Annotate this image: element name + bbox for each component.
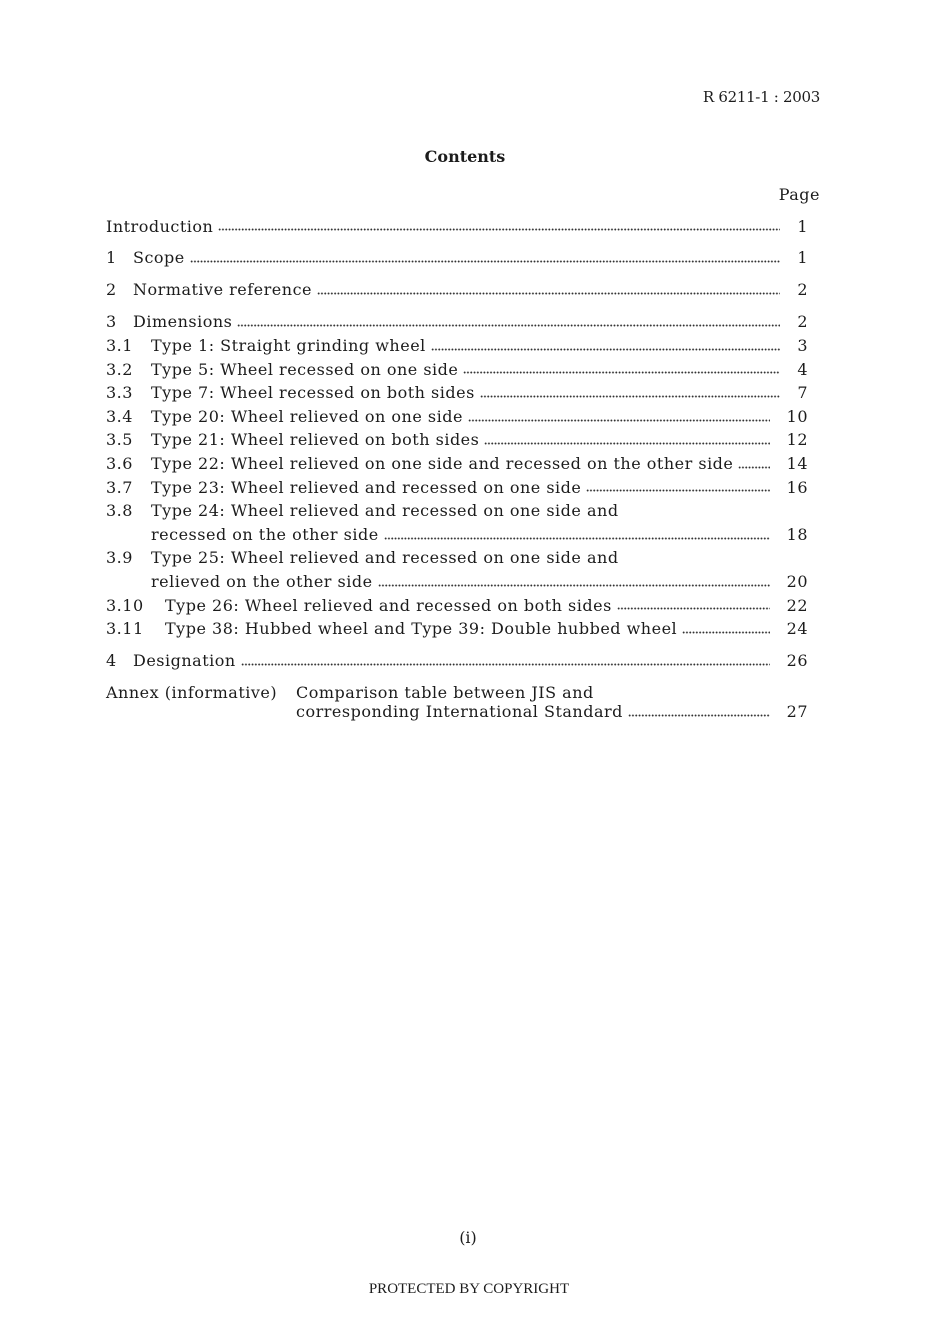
toc-entry-line	[151, 452, 808, 476]
dot-leader	[617, 594, 770, 618]
toc-entry-2-normative-reference	[106, 278, 808, 302]
toc-entry-title: Type 21: Wheel relieved on both sides	[151, 430, 480, 450]
toc-entry-page: 27	[786, 701, 808, 721]
toc-entry-title-line-1: Comparison table between JIS and	[296, 682, 594, 702]
dot-leader	[682, 617, 769, 641]
toc-entry-number: 3.10	[106, 595, 144, 615]
toc-entry-page: 2	[797, 312, 808, 332]
toc-entry-page: 2	[797, 280, 808, 300]
toc-entry-4-designation	[106, 649, 808, 673]
toc-entry-3-6	[106, 452, 808, 476]
toc-entry-number: 3.1	[106, 336, 133, 356]
toc-entry-line	[106, 215, 808, 239]
toc-entry-body	[151, 546, 808, 593]
dot-leader	[484, 428, 769, 452]
toc-entry-title: Type 7: Wheel recessed on both sides	[151, 383, 475, 403]
toc-entry-number: Annex (informative)	[106, 682, 278, 702]
toc-entry-page: 1	[797, 248, 808, 268]
toc-entry-line	[151, 476, 808, 500]
toc-entry-number: 3.5	[106, 430, 133, 450]
toc-entry-page: 20	[786, 571, 808, 591]
toc-entry-page: 14	[786, 454, 808, 474]
toc-entry-3-2	[106, 358, 808, 382]
toc-entry-line	[133, 649, 808, 673]
dot-leader	[468, 405, 770, 429]
toc-entry-title: Type 22: Wheel relieved on one side and recessed on the other side	[151, 454, 734, 474]
toc-entry-line	[296, 702, 808, 721]
toc-entry-title-line-1: Type 24: Wheel relieved and recessed on one side and	[151, 501, 619, 521]
dot-leader	[241, 649, 770, 673]
toc-entry-page: 1	[797, 216, 808, 236]
toc-entry-body	[133, 278, 808, 302]
toc-entry-page: 26	[786, 651, 808, 671]
toc-entry-title-line-1: Type 25: Wheel relieved and recessed on one side and	[151, 548, 619, 568]
toc-entry-number: 3.4	[106, 406, 133, 426]
toc-entry-line	[165, 594, 808, 618]
toc-entry-line	[151, 428, 808, 452]
toc-entry-3-9	[106, 546, 808, 593]
toc-entry-number: 3.11	[106, 619, 144, 639]
dot-leader	[431, 334, 781, 358]
toc-entry-title: Type 20: Wheel relieved on one side	[151, 406, 463, 426]
toc-entry-line	[133, 246, 808, 270]
toc-entry-body	[296, 683, 808, 721]
document-number: R 6211-1 : 2003	[702, 88, 820, 106]
toc-entry-body	[165, 617, 808, 641]
toc-entry-title: Designation	[133, 651, 236, 671]
toc-entry-page: 12	[786, 430, 808, 450]
toc-entry-body	[151, 381, 808, 405]
toc-entry-body	[133, 649, 808, 673]
copyright-notice: PROTECTED BY COPYRIGHT	[368, 1281, 570, 1297]
dot-leader	[190, 246, 781, 270]
toc-entry-number: 1	[106, 248, 117, 268]
dot-leader	[317, 278, 780, 302]
toc-entry-title-line-2: recessed on the other side	[151, 524, 379, 544]
toc-entry-body	[151, 428, 808, 452]
toc-entry-line	[165, 617, 808, 641]
toc-entry-line	[133, 278, 808, 302]
toc-entry-title: Introduction	[106, 216, 214, 236]
toc-entry-page: 4	[797, 359, 808, 379]
toc-entry-body	[151, 405, 808, 429]
dot-leader	[480, 381, 781, 405]
dot-leader	[586, 476, 769, 500]
toc-entry-line	[151, 358, 808, 382]
toc-entry-3-11	[106, 617, 808, 641]
toc-entry-1-scope	[106, 246, 808, 270]
toc-entry-line	[151, 570, 808, 594]
toc-entry-number: 3.8	[106, 501, 133, 521]
toc-entry-number: 3.9	[106, 548, 133, 568]
toc-entry-3-1	[106, 334, 808, 358]
toc-entry-page: 10	[786, 406, 808, 426]
toc-entry-title: Type 26: Wheel relieved and recessed on both sides	[165, 595, 612, 615]
page-number-footer: (i)	[459, 1228, 477, 1247]
toc-entry-line	[151, 334, 808, 358]
table-of-contents	[106, 215, 808, 721]
toc-entry-number: 3.7	[106, 477, 133, 497]
toc-entry-title: Type 23: Wheel relieved and recessed on one side	[151, 477, 582, 497]
toc-entry-3-8	[106, 499, 808, 546]
dot-leader	[378, 570, 770, 594]
toc-entry-body	[133, 246, 808, 270]
toc-entry-title: Type 38: Hubbed wheel and Type 39: Double hubbed wheel	[165, 619, 678, 639]
toc-entry-body	[151, 476, 808, 500]
dot-leader	[237, 310, 780, 334]
toc-entry-page: 18	[786, 524, 808, 544]
toc-entry-number: 3.6	[106, 454, 133, 474]
dot-leader	[463, 358, 780, 382]
page-title: Contents	[424, 147, 506, 166]
toc-entry-body	[151, 452, 808, 476]
toc-entry-page: 16	[786, 477, 808, 497]
dot-leader	[218, 215, 780, 239]
toc-entry-page: 3	[797, 336, 808, 356]
toc-entry-body	[165, 594, 808, 618]
page-column-heading: Page	[778, 185, 820, 204]
toc-entry-number: 3	[106, 312, 117, 332]
toc-entry-3-4	[106, 405, 808, 429]
toc-entry-body	[133, 310, 808, 334]
dot-leader	[384, 523, 770, 547]
toc-entry-page: 22	[786, 595, 808, 615]
toc-entry-title-line-2: relieved on the other side	[151, 571, 373, 591]
toc-entry-3-10	[106, 594, 808, 618]
toc-entry-body	[151, 358, 808, 382]
toc-entry-3-5	[106, 428, 808, 452]
dot-leader	[628, 702, 770, 721]
toc-entry-line	[151, 381, 808, 405]
toc-entry-page: 7	[797, 383, 808, 403]
dot-leader	[738, 452, 769, 476]
toc-entry-number: 4	[106, 651, 117, 671]
toc-entry-title: Type 5: Wheel recessed on one side	[151, 359, 459, 379]
toc-entry-line	[151, 405, 808, 429]
toc-entry-number: 3.2	[106, 359, 133, 379]
toc-entry-title-line-2: corresponding International Standard	[296, 701, 623, 721]
toc-entry-body	[106, 215, 808, 239]
toc-entry-title: Scope	[133, 248, 185, 268]
toc-entry-title: Type 1: Straight grinding wheel	[151, 336, 426, 356]
toc-entry-page: 24	[786, 619, 808, 639]
toc-entry-line	[151, 523, 808, 547]
toc-entry-3-dimensions	[106, 310, 808, 334]
toc-entry-annex	[106, 683, 808, 721]
toc-entry-title: Dimensions	[133, 312, 233, 332]
toc-entry-title: Normative reference	[133, 280, 312, 300]
toc-entry-number: 3.3	[106, 383, 133, 403]
toc-entry-line	[133, 310, 808, 334]
toc-entry-3-3	[106, 381, 808, 405]
toc-entry-body	[151, 334, 808, 358]
toc-entry-3-7	[106, 476, 808, 500]
toc-entry-number: 2	[106, 280, 117, 300]
toc-entry-body	[151, 499, 808, 546]
toc-entry-introduction	[106, 215, 808, 239]
